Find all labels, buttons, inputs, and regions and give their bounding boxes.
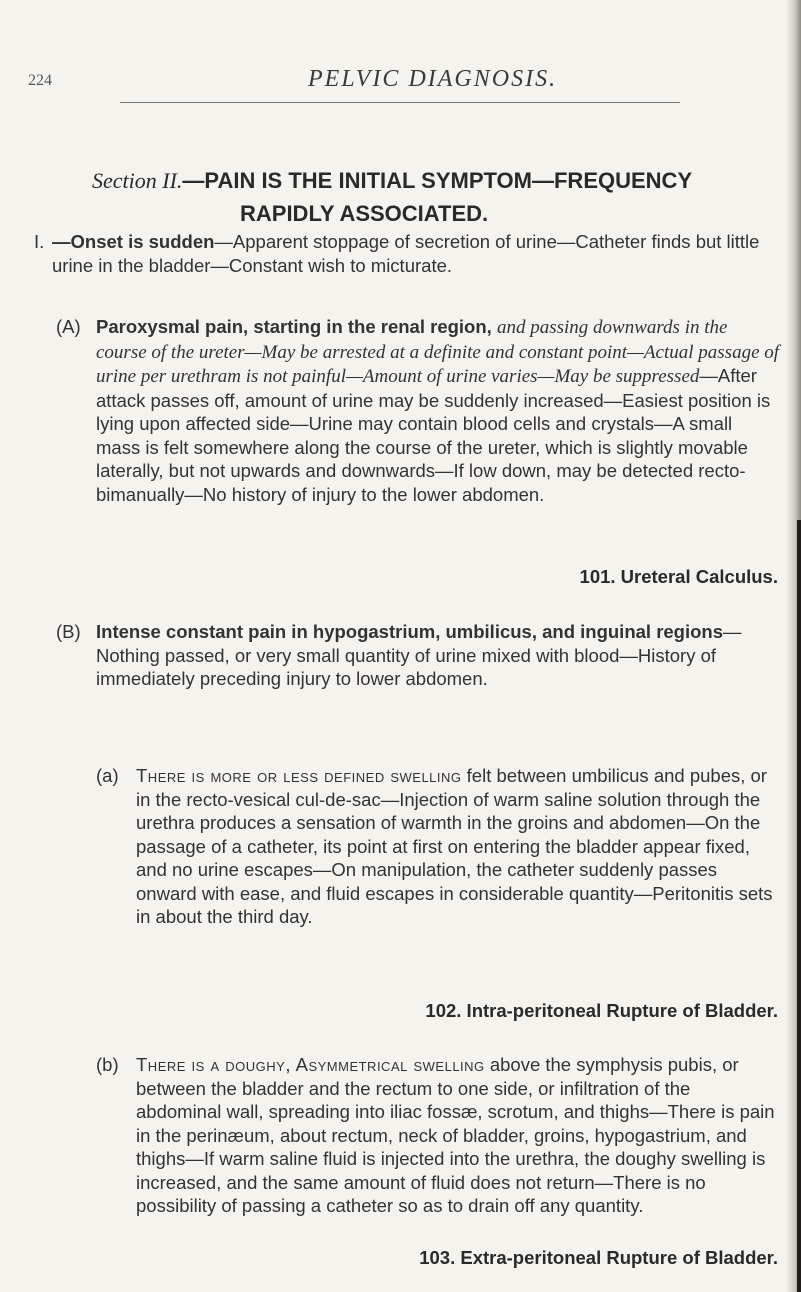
diagnosis-101: 101. Ureteral Calculus. xyxy=(579,566,778,587)
subsection-b-upper xyxy=(56,620,780,691)
subsection-b-upper-lead: Intense constant pain in hypogastrium, umbilicus, and inguinal regions xyxy=(96,621,724,642)
item-1 xyxy=(34,230,779,277)
subsection-b-lower xyxy=(96,1053,780,1218)
subsection-a-lower-label: (a) xyxy=(96,765,119,786)
subsection-b-upper-label: (B) xyxy=(56,621,81,642)
section-heading xyxy=(92,164,782,230)
subsection-b-upper-text: —Nothing passed, or very small quantity of urine mixed with blood—History of immediately preceding injury to lower abdomen. xyxy=(96,621,742,689)
page-edge-binding xyxy=(797,520,801,1292)
section-label: Section II. xyxy=(92,168,183,193)
subsection-b-lower-text: above the symphysis pubis, or between the bladder and the rectum to one side, or infiltration of the abdominal wall, spreading into iliac fossæ, scrotum, and thighs—There is pain in the perinæum, about rectum, neck of bladder, groins, hypogastrium, and thighs—If warm saline fluid is injected into the urethra, the doughy swelling is increased, and the same amount of fluid does not return—There is no possibility of passing a catheter so as to drain off any quantity. xyxy=(136,1054,775,1216)
running-head: PELVIC DIAGNOSIS. xyxy=(308,66,558,92)
subsection-a-lower xyxy=(96,764,780,929)
subsection-b-lower-lead: There is a doughy, Asymmetrical swelling xyxy=(136,1054,485,1075)
header-rule xyxy=(120,102,680,103)
diagnosis-103: 103. Extra-peritoneal Rupture of Bladder. xyxy=(419,1247,778,1268)
subsection-a-upper xyxy=(56,315,780,506)
subsection-a-upper-label: (A) xyxy=(56,316,81,337)
item-1-label: I. xyxy=(34,231,45,252)
item-1-text: —Apparent stoppage of secretion of urine—Catheter finds but little urine in the bladder—Constant wish to micturate. xyxy=(52,231,760,276)
subsection-a-upper-text: —After attack passes off, amount of urine may be suddenly increased—Easiest position is lying upon affected side—Urine may contain blood cells and crystals—A small mass is felt somewhere along the course of the ureter, which is slightly movable laterally, but not upwards and downwards—If low down, may be detected recto-bimanually—No history of injury to the lower abdomen. xyxy=(96,365,771,505)
subsection-b-lower-label: (b) xyxy=(96,1054,119,1075)
subsection-a-lower-lead: There is more or less defined swelling xyxy=(136,765,462,786)
section-title-line1: —PAIN IS THE INITIAL SYMPTOM—FREQUENCY xyxy=(182,168,693,193)
item-1-lead: —Onset is sudden xyxy=(52,231,215,252)
section-title-line2: RAPIDLY ASSOCIATED. xyxy=(240,201,489,226)
subsection-a-lower-text: felt between umbilicus and pubes, or in the recto-vesical cul-de-sac—Injection of warm saline solution through the urethra produces a sensation of warmth in the groins and abdomen—On the passage of a catheter, its point at first on entering the bladder appear fixed, and no urine escapes—On manipulation, the catheter suddenly passes onward with ease, and fluid escapes in considerable quantity—Peritonitis sets in about the third day. xyxy=(136,765,773,927)
subsection-a-upper-italic: and passing downwards in the course of the ureter—May be arrested at a definite and constant point—Actual passage of urine per urethram is not painful—Amount of urine varies—May be suppressed xyxy=(96,317,780,387)
subsection-a-upper-lead: Paroxysmal pain, starting in the renal region, xyxy=(96,316,492,337)
page-number: 224 xyxy=(28,72,52,89)
diagnosis-102: 102. Intra-peritoneal Rupture of Bladder. xyxy=(425,1000,778,1021)
